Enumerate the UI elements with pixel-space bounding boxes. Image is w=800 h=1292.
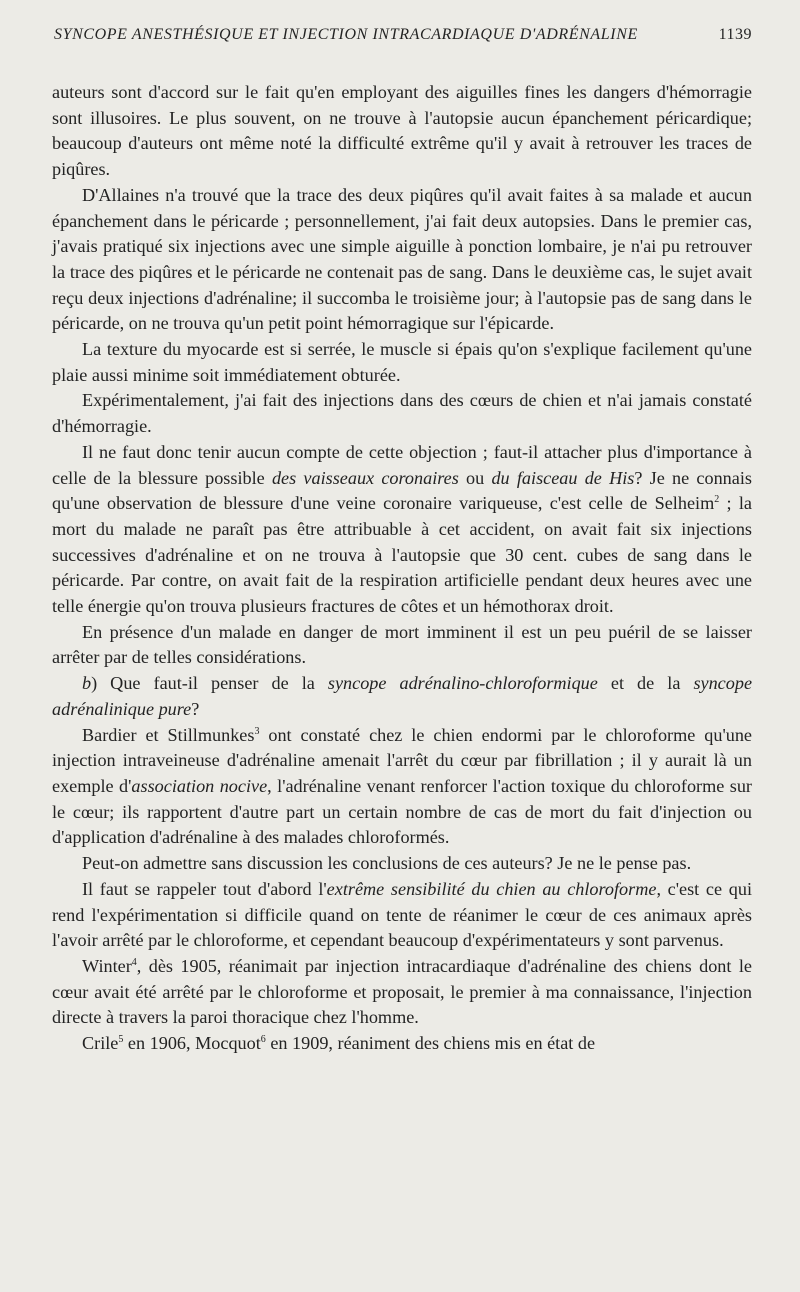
running-header [52,26,752,44]
paragraph [52,723,752,852]
text-run: en 1906, Mocquot [123,1033,261,1054]
italic-text: syncope adrénalino-chloroformique [327,673,598,694]
italic-text: du faisceau de His [491,467,635,488]
body-text [52,80,752,1057]
paragraph [52,954,752,1031]
italic-text: syncope adrénalinique pure [52,673,753,719]
text-run: et de la [597,673,694,694]
italic-text: association nocive [131,775,268,796]
italic-text: des vaisseaux coronaires [271,467,459,488]
text-run: La texture du myocarde est si serrée, le muscle si épais qu'on s'explique facilement qu'une plaie aussi minime soit immédiatement obturée. [52,339,752,385]
text-run: En présence d'un malade en danger de mort imminent il est un peu puéril de se laisser arrêter par de telles considérations. [52,621,752,668]
paragraph [52,1031,752,1057]
text-run: , dès 1905, réanimait par injection intracardiaque d'adrénaline des chiens dont le cœur avait été arrêté par le chloroforme et proposait, le premier à ma connaissance, l'injection directe à travers la paroi thoracique chez l'homme. [52,955,752,1028]
text-run: ? Je ne connais qu'une observation de blessure d'une veine coronaire variqueuse, c'est celle de Selheim [52,467,752,514]
text-run: ou [458,467,492,488]
paragraph [52,851,752,877]
text-run: ) Que faut-il penser de la [91,673,328,694]
paragraph [52,388,752,439]
italic-text: extrême sensibilité du chien au chloroforme [326,878,657,899]
text-run: ? [191,698,200,719]
footnote-ref: 5 [118,1034,124,1046]
paragraph [52,440,752,620]
paragraph [52,671,752,722]
paragraph [52,80,752,183]
text-run: D'Allaines n'a trouvé que la trace des deux piqûres qu'il avait faites à sa malade et aucun épanchement dans le péricarde ; personnellement, j'ai fait deux autopsies. Dans le premier cas, j'avais pratiqué six injections avec une simple aiguille à ponction lombaire, je n'ai pu retrouver la trace des piqûres et le péricarde ne contenait pas de sang. Dans le deuxième cas, le sujet avait reçu deux injections d'adrénaline; il succomba le troisième jour; à l'autopsie pas de sang dans le péricarde, on ne trouva qu'un petit point hémorragique sur l'épicarde. [52,184,752,334]
text-run: Winter [82,955,132,976]
text-run: , l'adrénaline venant renforcer l'action toxique du chloroforme sur le cœur; ils rapportent d'autre part un certain nombre de cas de mort du fait d'injection ou d'application d'adrénaline à des malades chloroformés. [52,775,752,848]
page-number: 1139 [718,26,752,43]
text-run: auteurs sont d'accord sur le fait qu'en employant des aiguilles fines les dangers d'hémorragie sont illusoires. Le plus souvent, on ne trouve à l'autopsie aucun épanchement péricardique; beaucoup d'auteurs ont même noté la difficulté extrême qu'il y avait à retrouver les traces de piqûres. [52,82,752,180]
footnote-ref: 6 [260,1034,266,1046]
text-run: Expérimentalement, j'ai fait des injections dans des cœurs de chien et n'ai jamais constaté d'hémorragie. [52,390,752,437]
footnote-ref: 3 [254,725,260,737]
text-run: en 1909, réaniment des chiens mis en état de [265,1033,596,1054]
italic-text: b [82,673,92,694]
text-run: ont constaté chez le chien endormi par le chloroforme qu'une injection intraveineuse d'adrénaline amenait l'arrêt du cœur par fibrillation ; il y aurait là un exemple d' [52,724,752,796]
footnote-ref: 4 [131,956,137,968]
running-title: SYNCOPE ANESTHÉSIQUE ET INJECTION INTRACARDIAQUE D'ADRÉNALINE [54,26,638,43]
text-run: Il faut se rappeler tout d'abord l' [82,878,327,899]
paragraph [52,620,752,671]
paragraph [52,877,752,954]
footnote-ref: 2 [714,494,720,506]
text-run: Il ne faut donc tenir aucun compte de cette objection ; faut-il attacher plus d'importance à celle de la blessure possible [52,441,752,488]
text-run: Peut-on admettre sans discussion les conclusions de ces auteurs? Je ne le pense pas. [82,853,692,874]
text-run: ; la mort du malade ne paraît pas être attribuable à cet accident, on avait fait six injections successives d'adrénaline et on ne trouva à l'autopsie que 30 cent. cubes de sang dans le péricarde. Par contre, on avait fait de la respiration artificielle pendant deux heures avec une telle énergie qu'on trouva plusieurs fractures de côtes et un hémothorax droit. [52,493,752,617]
paragraph [52,337,752,388]
paragraph [52,183,752,337]
text-run: , c'est ce qui rend l'expérimentation si difficile quand on tente de réanimer le cœur de ces animaux après l'avoir arrêté par le chloroforme, et cependant beaucoup d'expérimentateurs y sont parvenus. [52,878,752,951]
text-run: Bardier et Stillmunkes [82,724,255,745]
text-run: Crile [82,1033,119,1054]
